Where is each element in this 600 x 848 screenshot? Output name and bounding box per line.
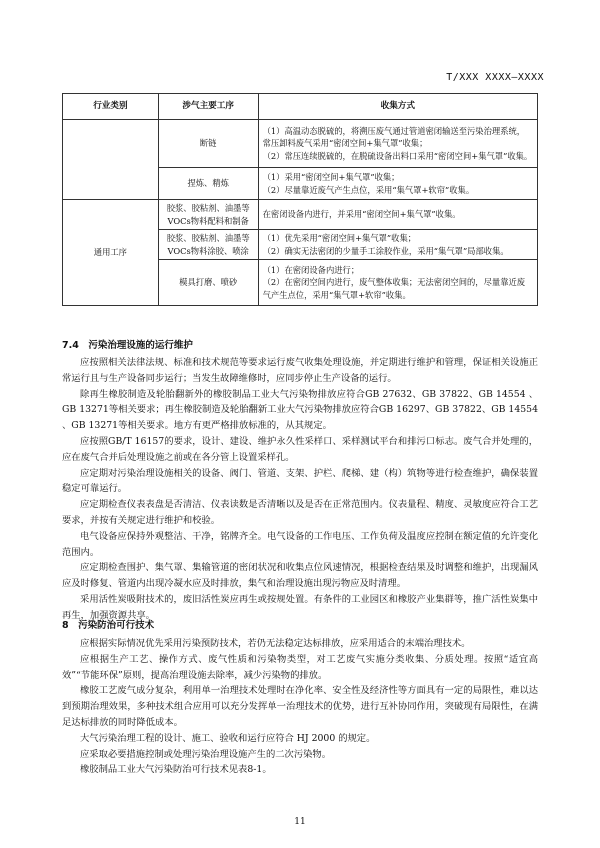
process-cell: 胶浆、胶粘剂、油墨等VOCs物料涂胶、喷涂: [158, 230, 258, 260]
paragraph: 采用活性炭吸附技术的，废旧活性炭应再生或按规处置。有条件的工业园区和橡胶产业集群等，推广活性炭集中再生，加强资源共享。: [62, 593, 538, 621]
header-method: 收集方式: [258, 94, 537, 120]
paragraph: 应采取必要措施控制或处理污染治理设施产生的二次污染物。: [80, 748, 332, 760]
paragraph: 应根据实际情况优先采用污染预防技术，若仍无法稳定达标排放，应采用适合的末端治理技术。: [80, 638, 471, 649]
paragraph: 除再生橡胶制造及轮胎翻新外的橡胶制品工业大气污染物排放应符合GB 27632、GB 37822、GB 14554 、GB 13271等相关要求；再生橡胶制造及轮胎翻新工业大气污染物排放应符合GB 16297、GB 37822、GB 14554 、GB 13271等相关要求。地方有更严格排放标准的，从其规定。: [62, 388, 538, 432]
section-7-4-body: [62, 355, 538, 624]
method-item: （1）高温动态脱硫的，将溯压废气通过管道密闭输送至污染治理系统，常压卸料废气采用“密闭空间+集气罩”收集；: [262, 125, 526, 149]
method-item: （2）确实无法密闭的少量手工涂胶作业，采用“集气罩”局部收集。: [262, 245, 509, 256]
paragraph: 电气设备应保持外观整洁、干净，铭牌齐全。电气设备的工作电压、工作负荷及温度应控制在额定值的允许变化范围内。: [62, 530, 538, 558]
header-process: 涉气主要工序: [158, 94, 258, 120]
method-item: （1）在密闭设备内进行；: [262, 264, 360, 275]
paragraph: 橡胶制品工业大气污染防治可行技术见表8-1。: [80, 764, 272, 776]
method-cell: [258, 168, 537, 200]
section-heading-8: 8 污染防治可行技术: [62, 620, 155, 631]
section-heading-7-4: 7.4 污染治理设施的运行维护: [62, 340, 193, 351]
paragraph: 应根据生产工艺、操作方式、废气性质和污染物类型，对工艺废气实施分类收集、分质处理。按照“适宜高效”“节能环保”原则，提高治理设施去除率，减少污染物的排放。: [62, 653, 538, 681]
process-cell: 胶浆、胶粘剂、油墨等VOCs物料配料和制备: [158, 200, 258, 230]
table-row: [63, 200, 538, 230]
paragraph: 应定期对污染治理设施相关的设备、阀门、管道、支架、护栏、爬梯、建（构）筑物等进行检查维护，确保装置稳定可靠运行。: [62, 467, 538, 495]
method-cell: [258, 230, 537, 260]
paragraph: 橡胶工艺废气成分复杂，利用单一治理技术处理时在净化率、安全性及经济性等方面具有一定的局限性，难以达到预期治理效果，多种技术组合应用可以充分发挥单一治理技术的优势，进行互补协同作用，突破现有局限性，在满足达标排放的同时降低成本。: [62, 685, 538, 728]
industry-cell: 通用工序: [63, 200, 159, 306]
method-item: （1）优先采用“密闭空间+集气罩”收集；: [262, 233, 417, 243]
table-row: [63, 120, 538, 168]
paragraph: 应定期检查仪表表盘是否清洁、仪表读数是否清晰以及是否在正常范围内。仪表量程、精度、灵敏度应符合工艺要求，并按有关规定进行维护和校验。: [62, 499, 538, 526]
paragraph: 应定期检查围护、集气罩、集输管道的密闭状况和收集点位风速情况，根据检查结果及时调整和维护，出现漏风应及时修复、管道内出现冷凝水应及时排放，集气和治理设施出现污物应及时清理。: [62, 562, 538, 590]
page-number: 11: [294, 817, 306, 827]
header-industry: 行业类别: [63, 94, 159, 120]
process-cell: 模具打磨、喷砂: [158, 260, 258, 306]
gas-collection-table: [62, 93, 538, 306]
method-item: （1）采用“密闭空间+集气罩”收集；: [262, 172, 400, 182]
paragraph: 应按照GB/T 16157的要求，设计、建设、维护永久性采样口、采样测试平台和排污口标志。废气合并处理的，应在废气合并后处理设施之前或在各分管上设置采样孔。: [62, 435, 538, 463]
method-cell: [258, 200, 537, 230]
paragraph: 大气污染治理工程的设计、施工、验收和运行应符合 HJ 2000 的规定。: [80, 732, 376, 744]
process-cell: 捏炼、精炼: [158, 168, 258, 200]
method-item: （2）常压连续脱硫的，在脱硫设备出料口采用“密闭空间+集气罩”收集。: [262, 150, 533, 161]
process-cell: 断链: [158, 120, 258, 168]
paragraph: 应按照相关法律法规、标准和技术规范等要求运行废气收集处理设施，并定期进行维护和管理，保证相关设施正常运行且与生产设备同步运行；当发生故障维修时，应同步停止生产设备的运行。: [62, 357, 538, 384]
method-cell: [258, 260, 537, 306]
industry-cell: [63, 120, 159, 200]
standard-code: T/XXX XXXX—XXXX: [446, 72, 544, 83]
method-item: 在密闭设备内进行，并采用“密闭空间+集气罩”收集。: [262, 209, 461, 220]
method-item: （2）尽量靠近废气产生点位，采用“集气罩+软帘”收集。: [262, 184, 475, 195]
method-item: （2）在密闭空间内进行，废气整体收集；无法密闭空间的，尽量靠近废气产生点位，采用“集气罩+软帘”收集。: [262, 277, 526, 300]
method-cell: [258, 120, 537, 168]
section-8-body: [62, 636, 538, 778]
